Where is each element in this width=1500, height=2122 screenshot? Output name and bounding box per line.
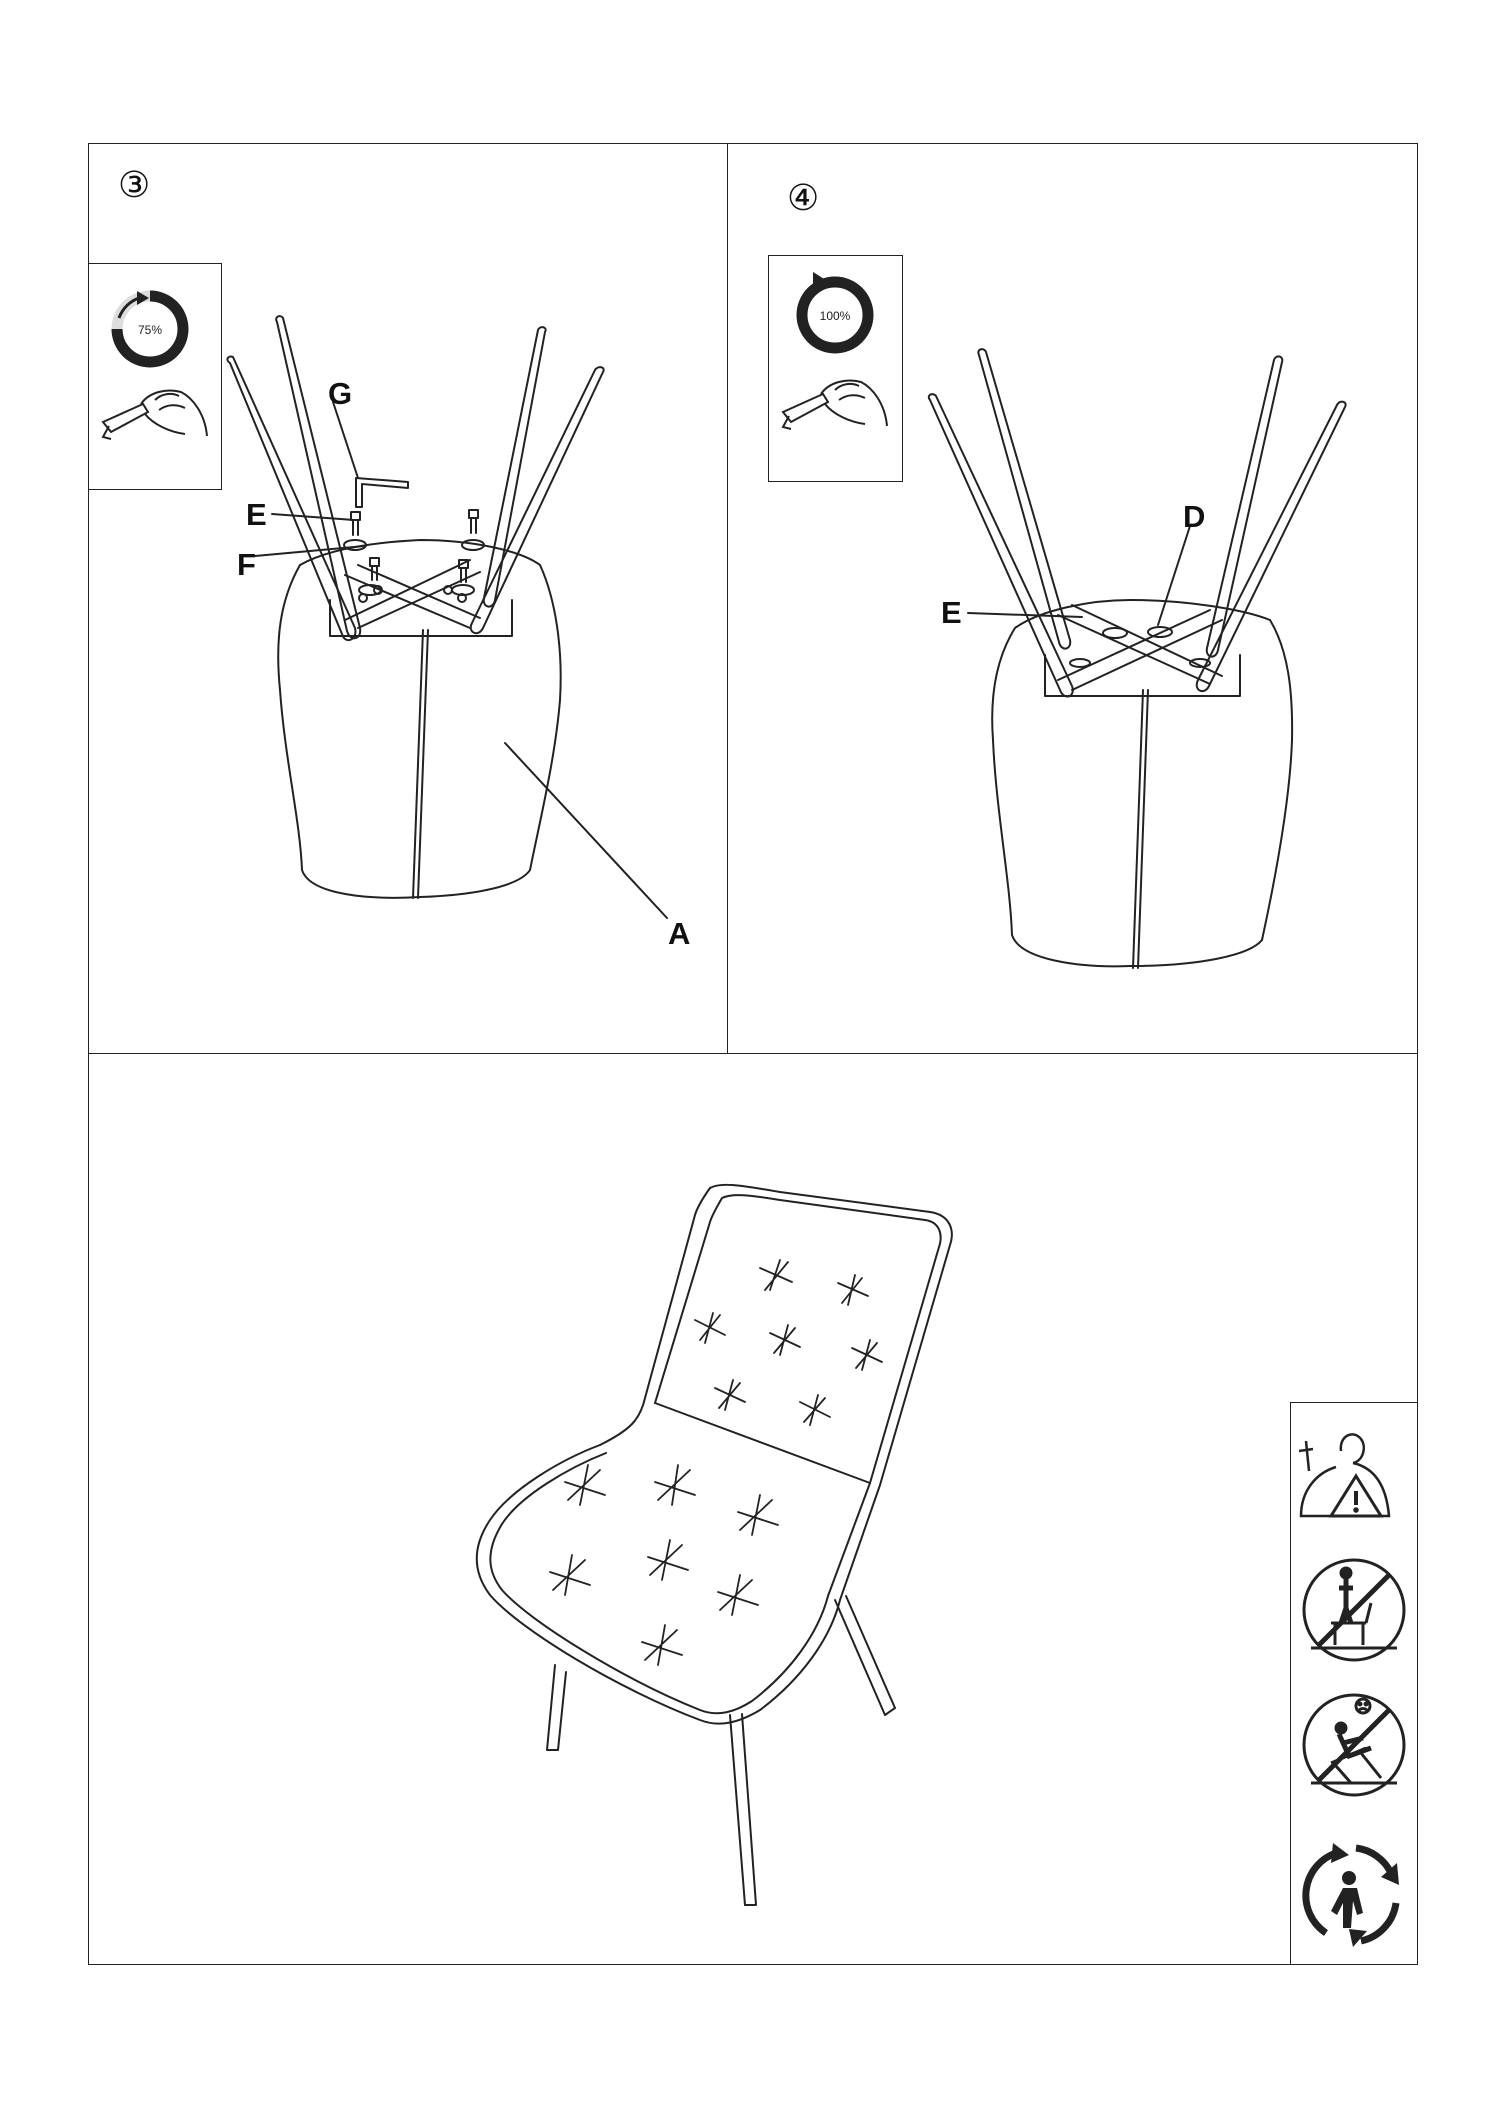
no-standing-on-chair-icon — [1291, 1553, 1417, 1668]
finished-chair-drawing — [477, 1185, 952, 1905]
step-3-number: ③ — [118, 165, 151, 206]
callout-f: F — [237, 547, 256, 582]
callout-a: A — [668, 916, 691, 951]
read-instructions-warning-icon — [1291, 1421, 1417, 1531]
callout-e-step3: E — [246, 497, 267, 532]
recycle-packaging-icon — [1291, 1833, 1417, 1953]
callout-e-step4: E — [941, 595, 962, 630]
step-4-number: ④ — [787, 178, 820, 219]
callout-g: G — [328, 376, 353, 411]
svg-text:100%: 100% — [819, 309, 851, 323]
step-4-chair-drawing — [929, 349, 1346, 968]
no-tilting-chair-icon — [1291, 1688, 1417, 1803]
callout-d: D — [1183, 499, 1206, 534]
safety-icons-column — [1290, 1402, 1418, 1965]
step-3-chair-drawing — [227, 316, 667, 918]
svg-text:75%: 75% — [137, 323, 163, 337]
